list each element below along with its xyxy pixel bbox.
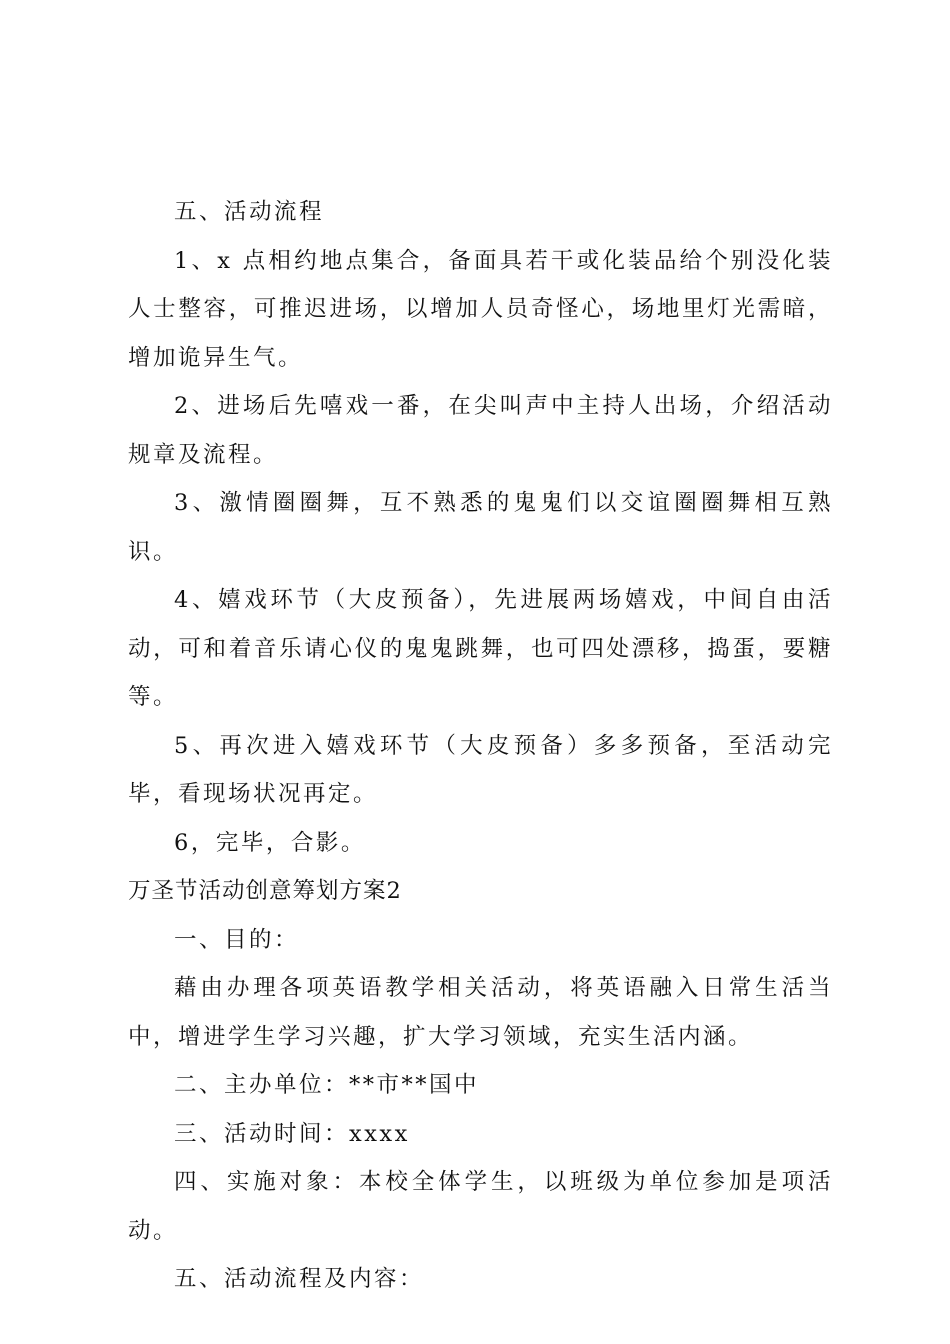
section-heading-purpose: 一、目的：	[174, 926, 300, 953]
document-body	[128, 188, 833, 1304]
purpose-text: 藉由办理各项英语教学相关活动，将英语融入日常生活当中，增进学生学习兴趣，扩大学习领域，充实生活内涵。	[128, 975, 833, 1050]
flow-step-2: 2、进场后先嘻戏一番，在尖叫声中主持人出场，介绍活动规章及流程。	[128, 393, 833, 468]
organizer-line: 二、主办单位：**市**国中	[174, 1072, 480, 1098]
flow-step-6: 6，完毕，合影。	[174, 829, 366, 856]
section-heading-flow-and-content: 五、活动流程及内容：	[174, 1266, 425, 1292]
activity-time-line: 三、活动时间：xxxx	[174, 1120, 410, 1147]
section-heading-activity-flow: 五、活动流程	[174, 199, 325, 225]
flow-step-5: 5、再次进入嬉戏环节（大皮预备）多多预备，至活动完毕，看现场状况再定。	[128, 732, 833, 807]
flow-step-1: 1、x 点相约地点集合，备面具若干或化装品给个别没化装人士整容，可推迟进场，以增加人员奇怪心，场地里灯光需暗，增加诡异生气。	[128, 247, 833, 371]
flow-step-4: 4、嬉戏环节（大皮预备），先进展两场嬉戏，中间自由活动，可和着音乐请心仪的鬼鬼跳舞，也可四处漂移，捣蛋，要糖等。	[128, 587, 833, 710]
flow-step-3: 3、激情圈圈舞，互不熟悉的鬼鬼们以交谊圈圈舞相互熟识。	[128, 490, 833, 565]
plan-2-title: 万圣节活动创意筹划方案2	[128, 878, 402, 904]
target-audience-line: 四、实施对象：本校全体学生，以班级为单位参加是项活动。	[128, 1169, 833, 1244]
